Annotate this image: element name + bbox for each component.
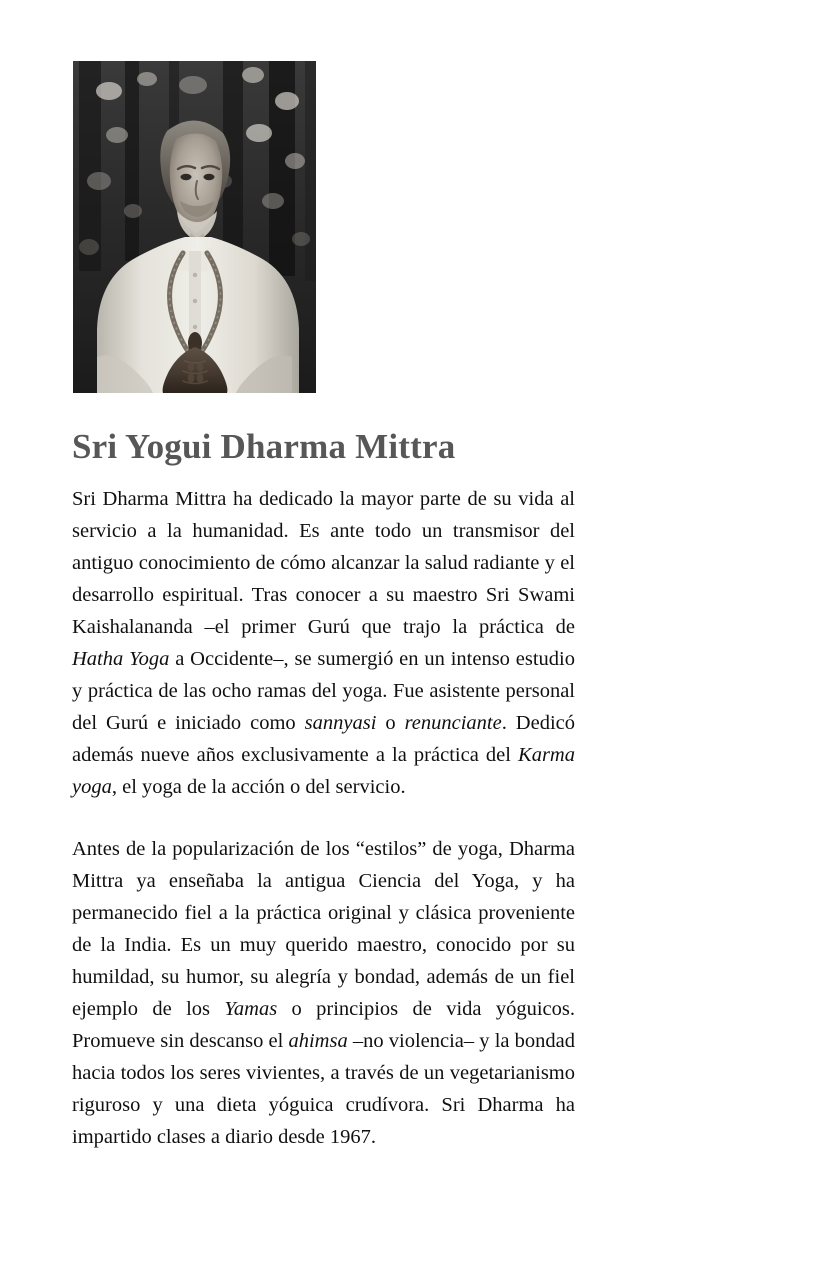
portrait-photo (73, 61, 316, 393)
article-content (72, 425, 575, 1153)
italic-term: renunciante (404, 712, 502, 734)
italic-term: ahimsa (288, 1030, 348, 1052)
italic-term: sannyasi (304, 712, 377, 734)
italic-term: Yamas (224, 998, 278, 1020)
body-paragraph: Antes de la popularización de los “estilos” de yoga, Dharma Mittra ya enseñaba la antigua Ciencia del Yoga, y ha permanecido fiel a la práctica original y clásica proveniente de la India. Es un muy querido maestro, conocido por su humildad, su humor, su alegría y bondad, además de un fiel ejemplo de los Yamas o principios de vida yóguicos. Promueve sin descanso el ahimsa –no violencia– y la bondad hacia todos los seres vivientes, a través de un vegetarianismo riguroso y una dieta yóguica crudívora. Sri Dharma ha impartido clases a diario desde 1967. (72, 838, 576, 1148)
body-paragraph: Sri Dharma Mittra ha dedicado la mayor parte de su vida al servicio a la humanidad. Es ante todo un transmisor del antiguo conocimiento de cómo alcanzar la salud radiante y el desarrollo espiritual. Tras conocer a su maestro Sri Swami Kaishalananda –el primer Gurú que trajo la práctica de Hatha Yoga a Occidente–, se sumergió en un intenso estudio y práctica de las ocho ramas del yoga. Fue asistente personal del Gurú e iniciado como sannyasi o renunciante. Dedicó además nueve años exclusivamente a la práctica del Karma yoga, el yoga de la acción o del servicio. (72, 488, 575, 798)
italic-term: Hatha Yoga (72, 648, 170, 670)
page-title: Sri Yogui Dharma Mittra (72, 427, 456, 466)
italic-term: Karma yoga (72, 744, 575, 798)
